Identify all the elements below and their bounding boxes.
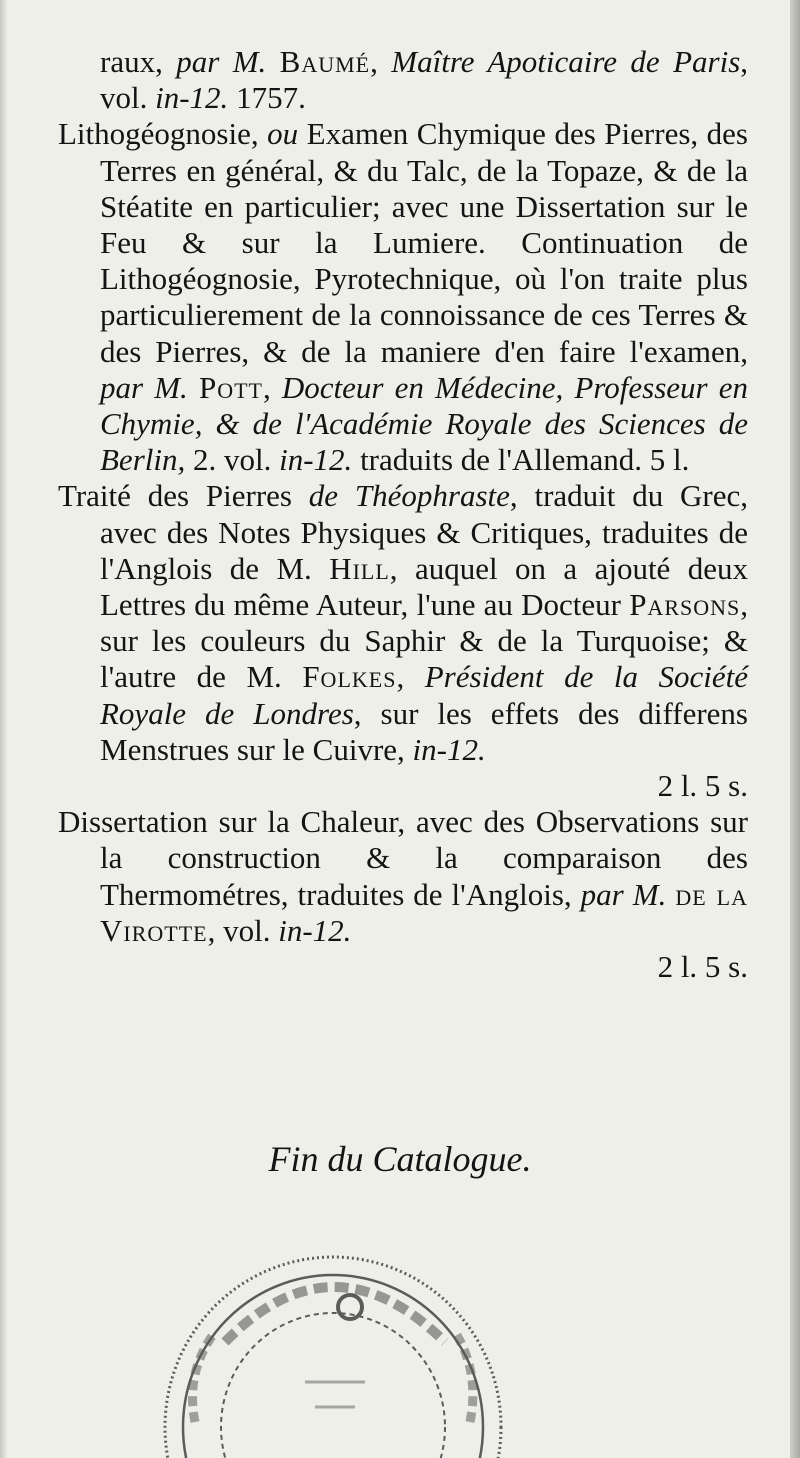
text-run: , [370, 44, 392, 79]
text-run: raux, [100, 44, 177, 79]
entry-title: Lithogéognosie, [58, 116, 268, 152]
entry-body: , sur les effets des differens Menstrues sur le Cuivre, [100, 695, 748, 767]
entry-dissertation-chaleur [58, 804, 748, 985]
entry-lithogeognosie [58, 116, 748, 478]
format: in-12. [279, 442, 353, 478]
author-title: Docteur en Médecine, Professeur en Chymie, & de l'Académie Royale des Sciences de Berlin, [100, 369, 748, 478]
page-left-shadow [0, 0, 8, 1458]
format: in-12. [412, 731, 486, 767]
price: 2 l. 5 s. [657, 768, 748, 804]
author-name: de Théophraste [308, 478, 510, 514]
price: traduits de l'Allemand. 5 l. [352, 442, 690, 478]
entry-body: , sur les couleurs du Saphir & de la Turquoise; & l'autre de M. [100, 587, 748, 695]
text-run: par M. [100, 369, 199, 405]
library-stamp-icon [155, 1222, 505, 1458]
price: 2 l. 5 s. [657, 949, 748, 985]
text-run: par M. [176, 44, 280, 79]
text-run: , [262, 369, 282, 405]
text-run: 2. vol. [185, 442, 280, 478]
entry-title: Dissertation sur la Chaleur, avec des Observations sur la construction & la comparaison des Thermométres, traduites de l'Anglois, [58, 804, 748, 912]
author-name: Pott [198, 369, 263, 405]
entry-body: Examen Chymique des Pierres, des Terres en général, & du Talc, de la Topaze, & de la Stéatite en particulier; avec une Dissertation sur le Feu & sur la Lumiere. Continuation de Lithogéognosie, Pyrotechnique, où l'on traite plus particulierement de la connoissance de ces Terres & des Pierres, & de la maniere d'en faire l'examen, [100, 116, 748, 369]
year: 1757. [228, 80, 306, 116]
format: in-12. [155, 80, 229, 116]
author-name: de la Virotte [100, 876, 748, 948]
text-run: , vol. [207, 912, 279, 948]
author-name: Parsons [629, 587, 741, 623]
text-run: , [396, 659, 425, 695]
end-of-catalogue: Fin du Catalogue. [268, 1139, 532, 1179]
text-run: par M. [580, 876, 676, 912]
entry-theophraste [58, 478, 748, 804]
author-title: Président de la Société Royale de Londres [100, 659, 748, 731]
author-name: Baumé [279, 44, 371, 79]
author-name: Hill [329, 550, 390, 586]
entry-baume-continuation [58, 44, 748, 116]
entry-title: Traité des Pierres [58, 478, 309, 514]
format: in-12. [278, 912, 352, 948]
catalogue-text [58, 44, 748, 985]
entry-body: , traduit du Grec, avec des Notes Physiques & Critiques, traduites de l'Anglois de M. [100, 478, 749, 586]
text-run: ou [267, 116, 299, 152]
entry-body: , auquel on a ajouté deux Lettres du même Auteur, l'une au Docteur [100, 550, 748, 623]
author-name: Folkes [302, 659, 397, 695]
author-title: Maître Apoticaire de Paris [391, 44, 741, 79]
text-run: , vol. [100, 44, 749, 116]
page-right-shadow [790, 0, 800, 1458]
